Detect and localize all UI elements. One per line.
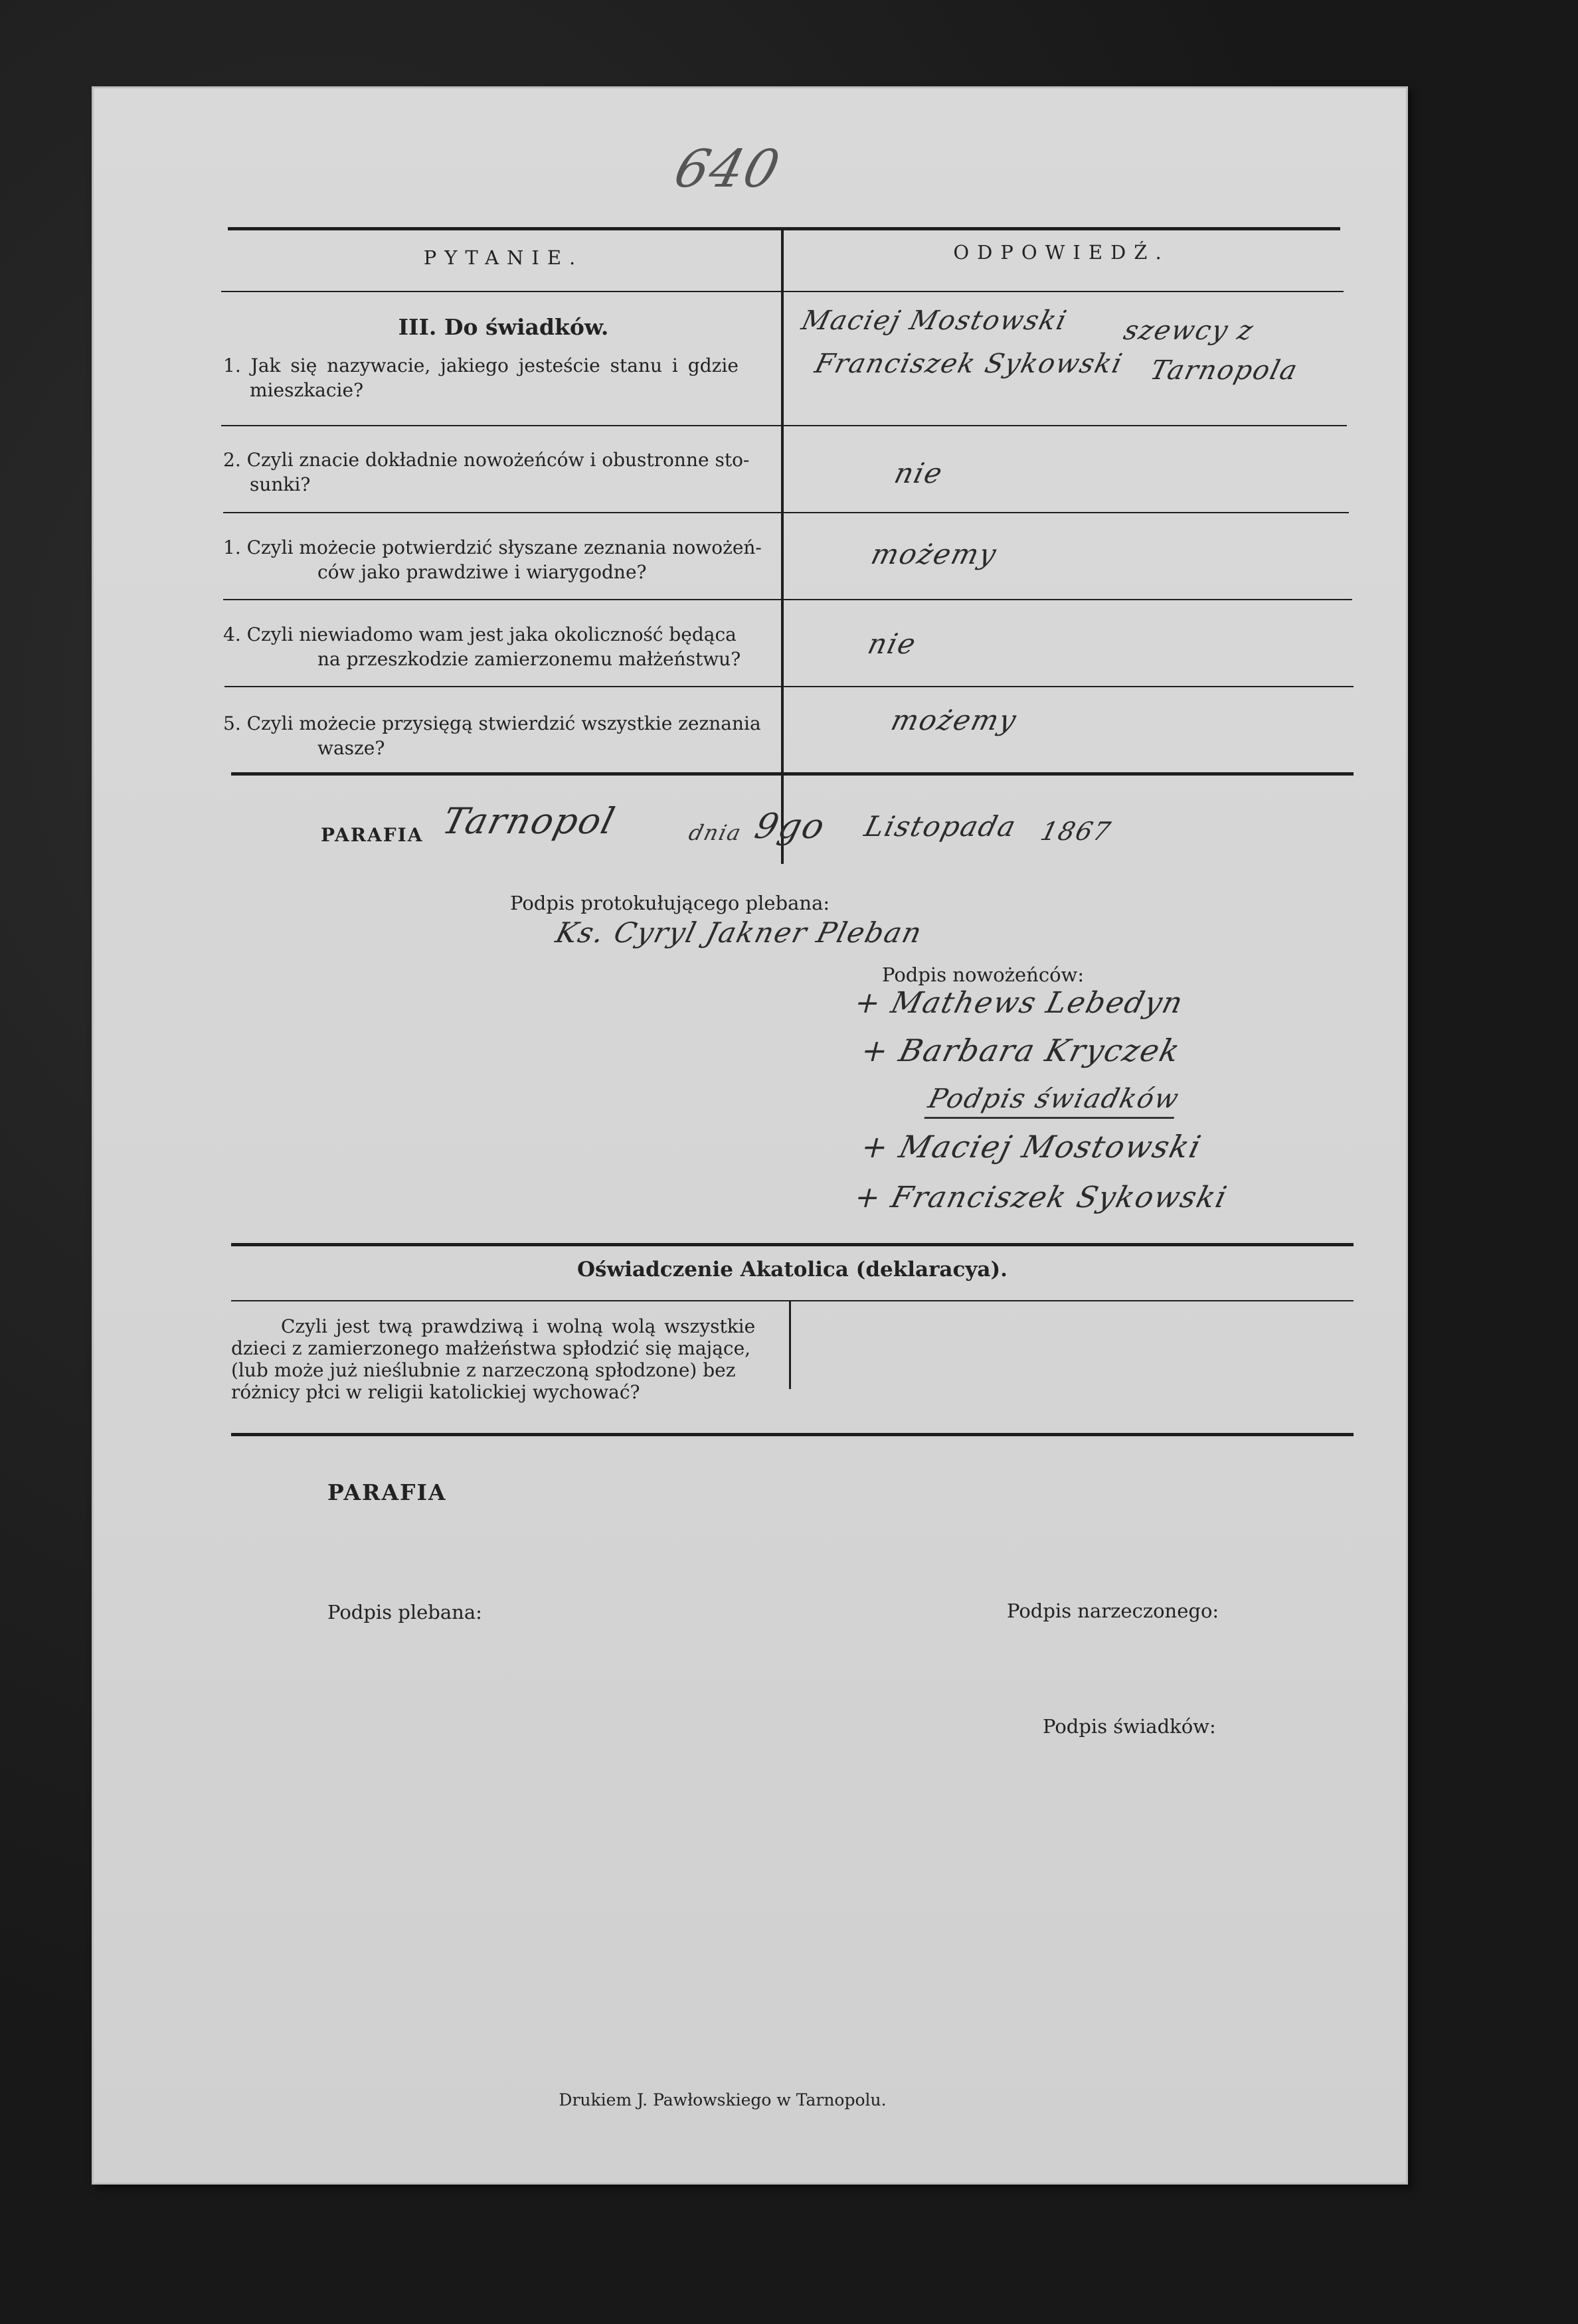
column-header-question: PYTANIE. bbox=[423, 246, 584, 269]
answer-1-residence: Tarnopola bbox=[1147, 355, 1302, 386]
question-3-line1: 1. Czyli możecie potwierdzić słyszane zeznania nowożeń- bbox=[223, 537, 762, 558]
witness-2-signature: + Franciszek Sykowski bbox=[851, 1181, 1231, 1214]
question-4-line1: 4. Czyli niewiadomo wam jest jaka okoliczność będąca bbox=[223, 623, 737, 645]
declaration-question-line4: różnicy płci w religii katolickiej wychować? bbox=[231, 1381, 640, 1403]
pleban-label: Podpis protokułującego plebana: bbox=[510, 892, 830, 914]
bottom-pleban-label: Podpis plebana: bbox=[327, 1601, 482, 1623]
parafia-label: PARAFIA bbox=[321, 824, 424, 846]
year-value: 1867 bbox=[1037, 817, 1115, 846]
question-5-line1: 5. Czyli możecie przysięgą stwierdzić wszystkie zeznania bbox=[223, 712, 761, 734]
question-1-line2: mieszkacie? bbox=[250, 379, 364, 401]
table-top-rule bbox=[228, 227, 1340, 230]
answer-1-name-2: Franciszek Sykowski bbox=[812, 349, 1126, 379]
row-rule-3 bbox=[223, 599, 1352, 600]
table-bottom-rule bbox=[231, 772, 1354, 776]
declaration-column-divider bbox=[789, 1300, 791, 1389]
answer-1-status: szewcy z bbox=[1120, 315, 1258, 346]
printer-imprint: Drukiem J. Pawłowskiego w Tarnopolu. bbox=[559, 2090, 887, 2110]
pleban-signature: Ks. Cyryl Jakner Pleban bbox=[552, 916, 926, 949]
answer-5: możemy bbox=[887, 704, 1021, 736]
declaration-question-line2: dzieci z zamierzonego małżeństwa spłodzić się mające, bbox=[231, 1337, 751, 1359]
groom-signature-label: Podpis narzeczonego: bbox=[1007, 1600, 1219, 1622]
question-5-line2: wasze? bbox=[317, 737, 385, 759]
spouses-label: Podpis nowożeńców: bbox=[882, 963, 1085, 986]
declaration-header-rule bbox=[231, 1300, 1354, 1301]
parafia-value: Tarnopol bbox=[438, 800, 620, 842]
row-rule-2 bbox=[223, 512, 1349, 513]
bottom-parafia-label: PARAFIA bbox=[327, 1479, 447, 1505]
row-rule-4 bbox=[224, 686, 1354, 687]
declaration-question-line3: (lub może już nieślubnie z narzeczoną spłodzone) bez bbox=[231, 1359, 736, 1381]
bottom-witnesses-label: Podpis świadków: bbox=[1043, 1715, 1216, 1738]
dnia-label: dnia bbox=[686, 820, 745, 845]
spouse-2-signature: + Barbara Kryczek bbox=[857, 1033, 1185, 1068]
column-header-answer: ODPOWIEDŹ. bbox=[953, 241, 1170, 264]
table-column-divider bbox=[781, 230, 784, 864]
declaration-top-rule bbox=[231, 1243, 1354, 1246]
day-value: 9go bbox=[750, 807, 830, 847]
declaration-question-line1: Czyli jest twą prawdziwą i wolną wolą wszystkie bbox=[281, 1315, 756, 1337]
page-number: 640 bbox=[668, 139, 787, 199]
month-value: Listopada bbox=[861, 810, 1021, 843]
answer-4: nie bbox=[864, 627, 920, 660]
question-1-line1: 1. Jak się nazywacie, jakiego jesteście stanu i gdzie bbox=[223, 355, 739, 376]
declaration-title: Oświadczenie Akatolica (deklaracya). bbox=[577, 1258, 1008, 1282]
section-title: III. Do świadków. bbox=[398, 314, 609, 340]
document-page bbox=[92, 86, 1408, 2185]
answer-3: możemy bbox=[867, 538, 1001, 570]
row-rule-1 bbox=[221, 425, 1347, 426]
question-2-line1: 2. Czyli znacie dokładnie nowożeńców i obustronne sto- bbox=[223, 449, 750, 471]
question-2-line2: sunki? bbox=[250, 473, 311, 495]
spouse-1-signature: + Mathews Lebedyn bbox=[851, 986, 1187, 1020]
answer-1-name-1: Maciej Mostowski bbox=[798, 305, 1071, 336]
declaration-bottom-rule bbox=[231, 1433, 1354, 1436]
witness-1-signature: + Maciej Mostowski bbox=[857, 1129, 1206, 1165]
answer-2: nie bbox=[891, 457, 947, 489]
question-3-line2: ców jako prawdziwe i wiarygodne? bbox=[317, 561, 647, 583]
witnesses-heading: Podpis świadków bbox=[924, 1084, 1182, 1119]
question-4-line2: na przeszkodzie zamierzonemu małżeństwu? bbox=[317, 648, 741, 670]
